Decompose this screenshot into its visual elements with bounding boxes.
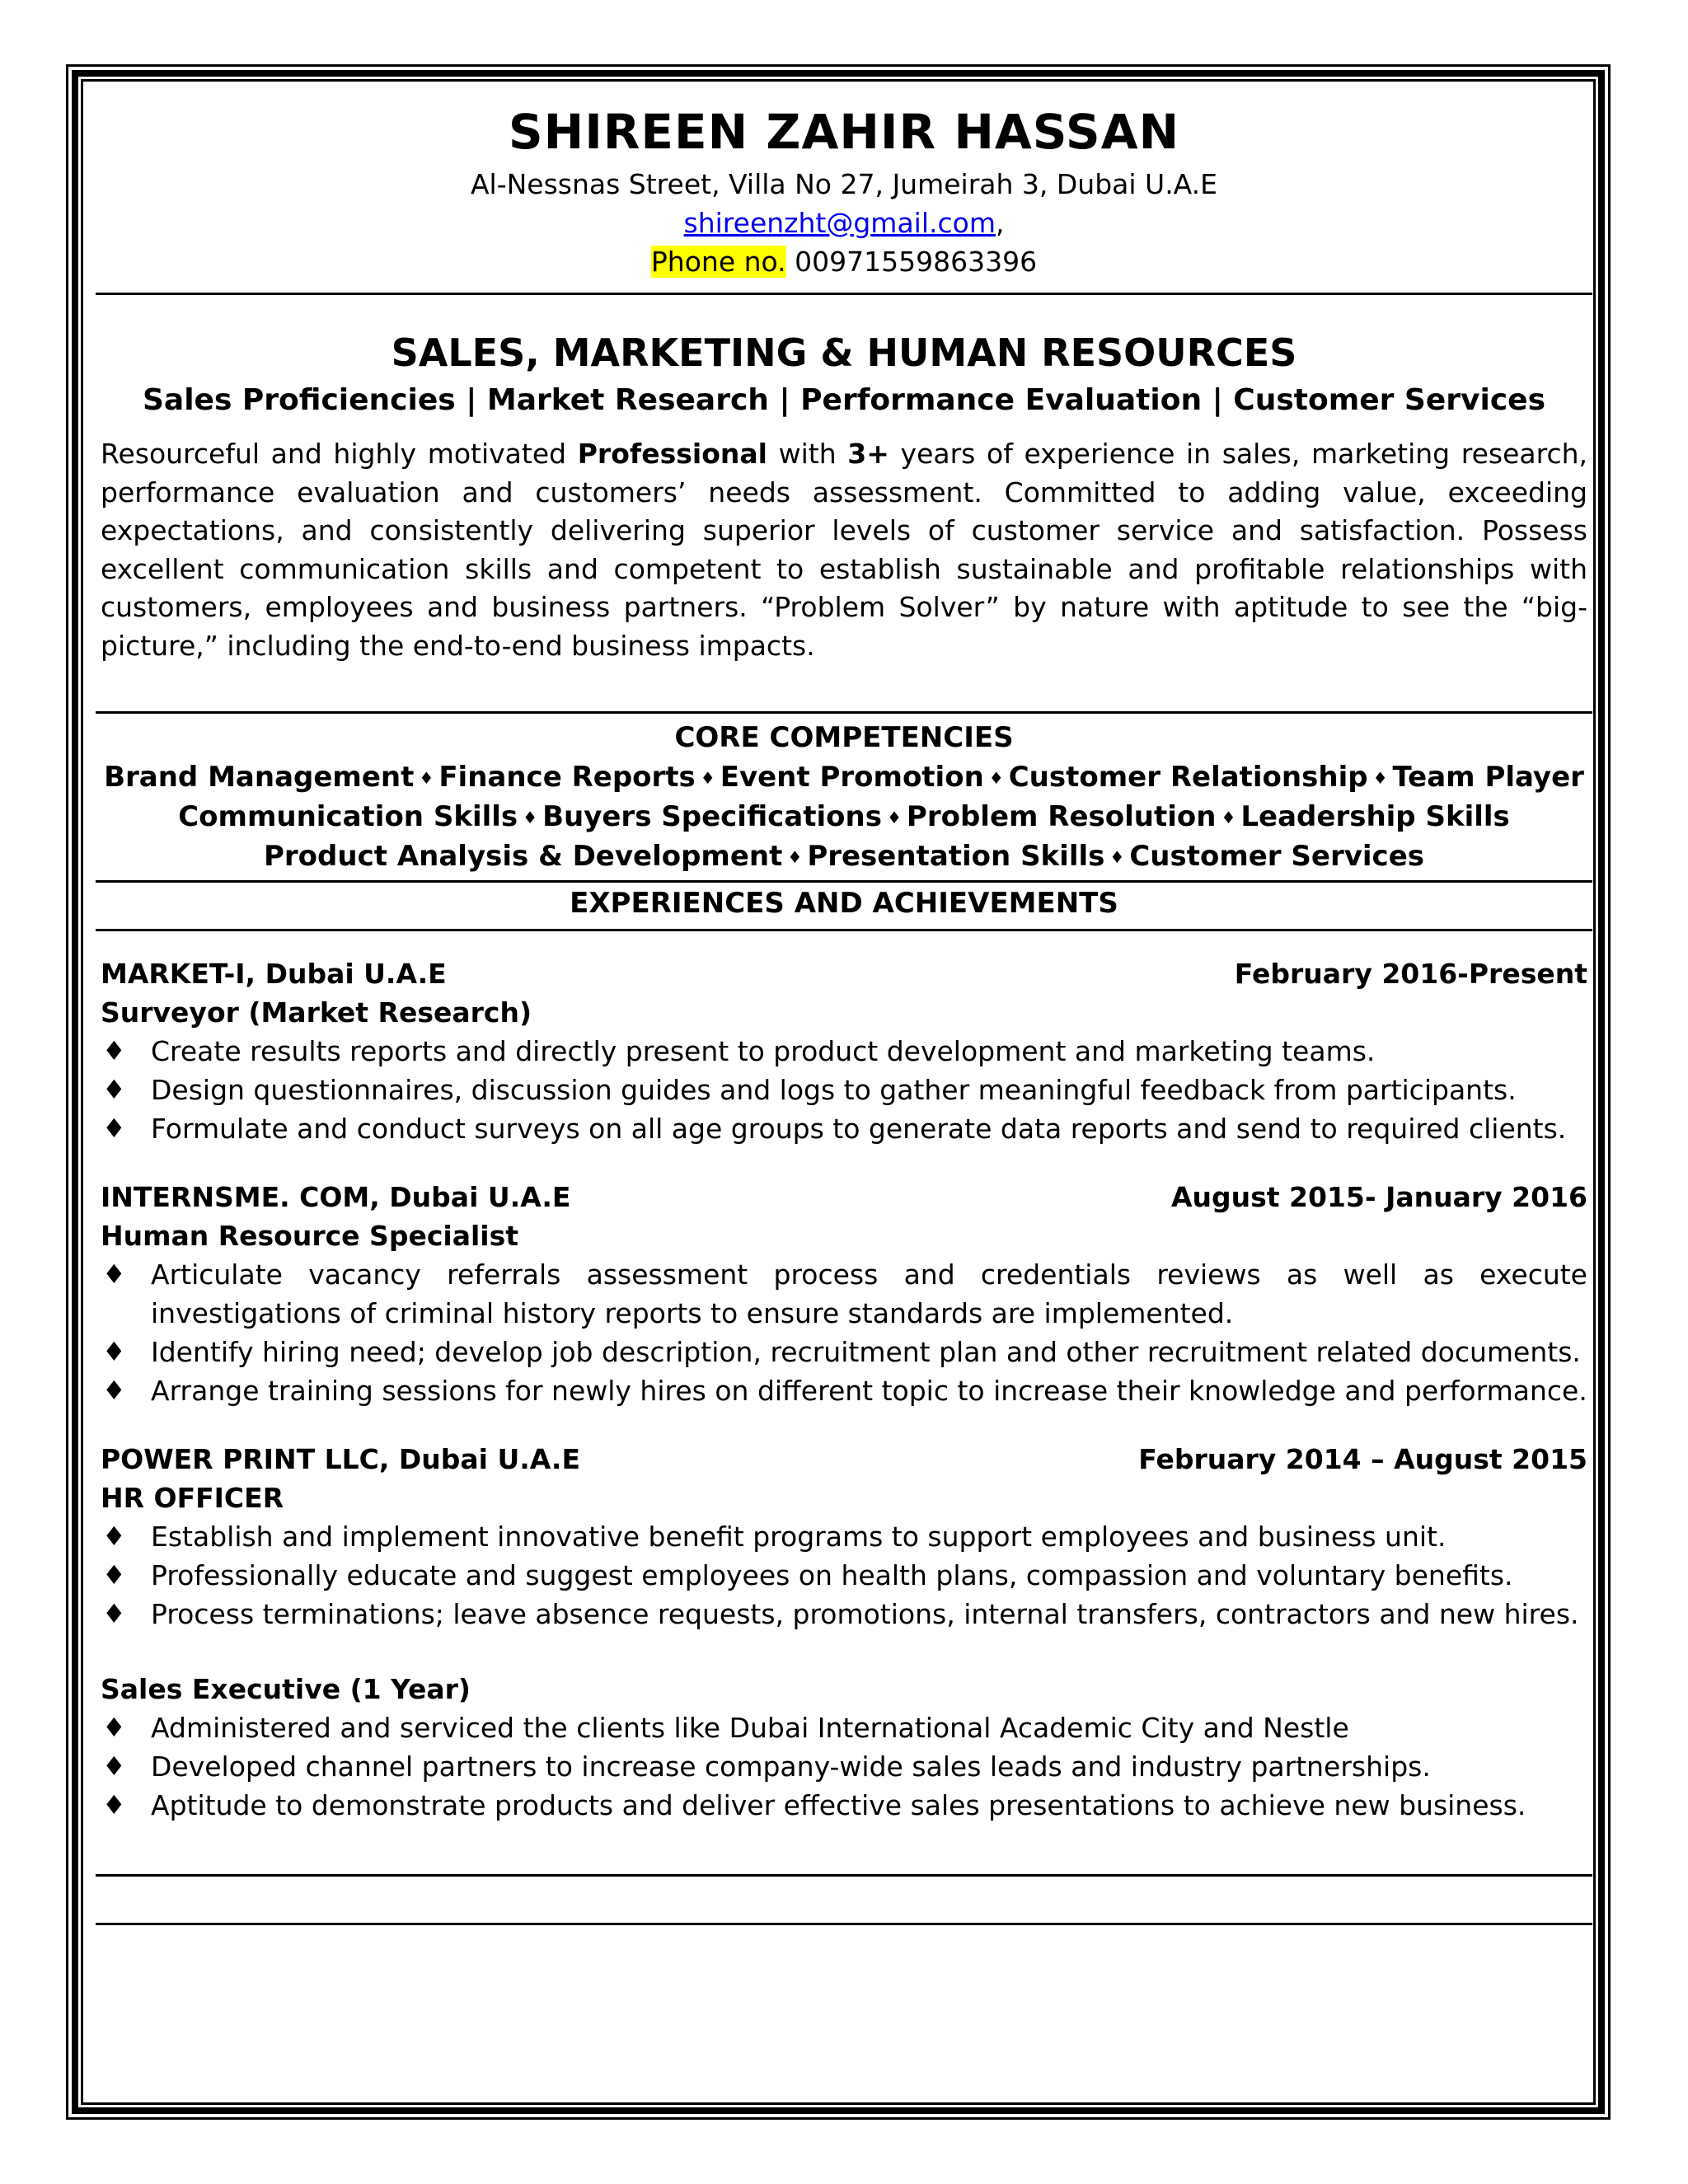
bullet-text: Formulate and conduct surveys on all age groups to generate data reports and send to required clients. bbox=[151, 1113, 1567, 1145]
list-item bbox=[101, 1371, 1587, 1410]
diamond-separator-icon: ♦ bbox=[1109, 847, 1125, 867]
job-dates: February 2016-Present bbox=[1234, 958, 1587, 990]
competency-line bbox=[96, 837, 1592, 877]
summary-text: years of experience in sales, marketing research, performance evaluation and customers’ needs assessment. Committed to adding value, exceeding expectations, and consistently delivering superior levels of customer service and satisfaction. Possess excellent communication skills and competent to establish sustainable and profitable relationships with customers, employees and business partners. “Problem Solver” by nature with aptitude to see the “big-picture,” including the end-to-end business impacts. bbox=[101, 438, 1588, 662]
competency-item: Problem Resolution bbox=[906, 800, 1217, 833]
diamond-bullet-icon: ♦ bbox=[102, 1336, 126, 1367]
job-bullets bbox=[101, 1517, 1587, 1633]
profile-summary bbox=[101, 435, 1587, 665]
competency-item: Presentation Skills bbox=[807, 840, 1105, 873]
bullet-text: Professionally educate and suggest employees on health plans, compassion and voluntary benefits. bbox=[151, 1559, 1513, 1591]
email-line bbox=[96, 204, 1592, 242]
diamond-separator-icon: ♦ bbox=[523, 808, 538, 827]
diamond-separator-icon: ♦ bbox=[1372, 768, 1388, 788]
competency-item: Team Player bbox=[1392, 761, 1584, 794]
job-bullets bbox=[101, 1708, 1587, 1825]
list-item bbox=[101, 1747, 1587, 1786]
competency-item: Brand Management bbox=[104, 761, 415, 794]
diamond-separator-icon: ♦ bbox=[886, 808, 902, 827]
divider bbox=[96, 711, 1592, 714]
profile-headline: SALES, MARKETING & HUMAN RESOURCES bbox=[391, 330, 1297, 375]
address: Al-Nessnas Street, Villa No 27, Jumeirah 3, Dubai U.A.E bbox=[470, 168, 1218, 200]
list-item bbox=[101, 1556, 1587, 1595]
divider bbox=[96, 293, 1592, 295]
job-company: MARKET-I, Dubai U.A.E bbox=[101, 958, 447, 990]
competency-item: Product Analysis & Development bbox=[264, 840, 783, 873]
job-header bbox=[101, 1440, 1587, 1479]
job-dates: February 2014 – August 2015 bbox=[1138, 1443, 1587, 1475]
summary-bold: 3+ bbox=[847, 438, 889, 470]
list-item bbox=[101, 1109, 1587, 1148]
competency-item: Customer Services bbox=[1129, 840, 1424, 873]
bullet-text: Establish and implement innovative benefit programs to support employees and business unit. bbox=[151, 1521, 1447, 1553]
list-item bbox=[101, 1255, 1587, 1333]
competencies-list bbox=[96, 758, 1592, 877]
phone-line bbox=[96, 242, 1592, 281]
job-header bbox=[101, 954, 1587, 993]
bullet-text: Design questionnaires, discussion guides and logs to gather meaningful feedback from participants. bbox=[151, 1074, 1517, 1106]
diamond-bullet-icon: ♦ bbox=[102, 1375, 126, 1406]
job-bullets bbox=[101, 1255, 1587, 1410]
experience-title: EXPERIENCES AND ACHIEVEMENTS bbox=[570, 887, 1118, 920]
diamond-separator-icon: ♦ bbox=[419, 768, 434, 788]
competency-item: Event Promotion bbox=[720, 761, 984, 794]
bullet-text: Identify hiring need; develop job description, recruitment plan and other recruitment related documents. bbox=[151, 1336, 1581, 1368]
email-link[interactable]: shireenzht@gmail.com bbox=[683, 207, 996, 239]
job-title: Human Resource Specialist bbox=[101, 1220, 519, 1252]
job-title: Surveyor (Market Research) bbox=[101, 996, 532, 1029]
phone-label: Phone no. bbox=[650, 246, 786, 278]
diamond-bullet-icon: ♦ bbox=[102, 1712, 126, 1743]
resume-content bbox=[96, 92, 1592, 1925]
diamond-bullet-icon: ♦ bbox=[102, 1074, 126, 1105]
competency-item: Finance Reports bbox=[438, 761, 696, 794]
job-entry bbox=[96, 1440, 1592, 1633]
diamond-bullet-icon: ♦ bbox=[102, 1035, 126, 1066]
summary-text: with bbox=[767, 438, 848, 470]
bullet-text: Process terminations; leave absence requests, promotions, internal transfers, contractors and new hires. bbox=[151, 1598, 1579, 1630]
candidate-name: SHIREEN ZAHIR HASSAN bbox=[508, 104, 1180, 160]
divider bbox=[96, 1874, 1592, 1877]
job-dates: August 2015- January 2016 bbox=[1170, 1181, 1587, 1213]
competency-line bbox=[96, 798, 1592, 837]
competency-item: Leadership Skills bbox=[1240, 800, 1510, 833]
diamond-bullet-icon: ♦ bbox=[102, 1113, 126, 1144]
job-bullets bbox=[101, 1032, 1587, 1148]
bullet-text: Articulate vacancy referrals assessment process and credentials reviews as well as execute investigations of criminal history reports to ensure standards are implemented. bbox=[151, 1258, 1587, 1329]
bullet-text: Aptitude to demonstrate products and deliver effective sales presentations to achieve new business. bbox=[151, 1789, 1526, 1821]
list-item bbox=[101, 1517, 1587, 1556]
email-suffix: , bbox=[995, 207, 1005, 239]
summary-text: Resourceful and highly motivated bbox=[101, 438, 578, 470]
diamond-bullet-icon: ♦ bbox=[102, 1258, 126, 1290]
bullet-text: Developed channel partners to increase company-wide sales leads and industry partnerships. bbox=[151, 1750, 1431, 1783]
list-item bbox=[101, 1333, 1587, 1371]
competency-item: Communication Skills bbox=[178, 800, 518, 833]
competencies-title: CORE COMPETENCIES bbox=[674, 721, 1014, 754]
divider bbox=[96, 929, 1592, 931]
diamond-bullet-icon: ♦ bbox=[102, 1559, 126, 1591]
diamond-bullet-icon: ♦ bbox=[102, 1521, 126, 1552]
job-entry bbox=[96, 1178, 1592, 1410]
bullet-text: Administered and serviced the clients like Dubai International Academic City and Nestle bbox=[151, 1712, 1349, 1744]
job-header bbox=[101, 1178, 1587, 1216]
diamond-bullet-icon: ♦ bbox=[102, 1750, 126, 1782]
competency-item: Customer Relationship bbox=[1008, 761, 1368, 794]
diamond-separator-icon: ♦ bbox=[1221, 808, 1236, 827]
diamond-separator-icon: ♦ bbox=[988, 768, 1004, 788]
competency-item: Buyers Specifications bbox=[542, 800, 882, 833]
experience-list bbox=[96, 954, 1592, 1825]
resume-header bbox=[96, 99, 1592, 281]
competency-line bbox=[96, 758, 1592, 798]
diamond-separator-icon: ♦ bbox=[700, 768, 715, 788]
job-company: INTERNSME. COM, Dubai U.A.E bbox=[101, 1181, 571, 1213]
bullet-text: Arrange training sessions for newly hires on different topic to increase their knowledge and performance. bbox=[151, 1375, 1587, 1407]
divider bbox=[96, 1923, 1592, 1925]
list-item bbox=[101, 1032, 1587, 1071]
phone-value: 00971559863396 bbox=[785, 246, 1038, 278]
diamond-bullet-icon: ♦ bbox=[102, 1598, 126, 1629]
job-title: Sales Executive (1 Year) bbox=[101, 1673, 471, 1705]
diamond-separator-icon: ♦ bbox=[787, 847, 803, 867]
summary-bold: Professional bbox=[577, 438, 767, 470]
job-company: POWER PRINT LLC, Dubai U.A.E bbox=[101, 1443, 581, 1475]
profile-subline: Sales Proficiencies | Market Research | Performance Evaluation | Customer Services bbox=[142, 383, 1546, 417]
list-item bbox=[101, 1786, 1587, 1825]
list-item bbox=[101, 1071, 1587, 1109]
diamond-bullet-icon: ♦ bbox=[102, 1789, 126, 1821]
job-entry bbox=[96, 1670, 1592, 1825]
list-item bbox=[101, 1708, 1587, 1747]
bullet-text: Create results reports and directly present to product development and marketing teams. bbox=[151, 1035, 1376, 1067]
job-entry bbox=[96, 954, 1592, 1148]
list-item bbox=[101, 1595, 1587, 1633]
job-title: HR OFFICER bbox=[101, 1482, 284, 1514]
